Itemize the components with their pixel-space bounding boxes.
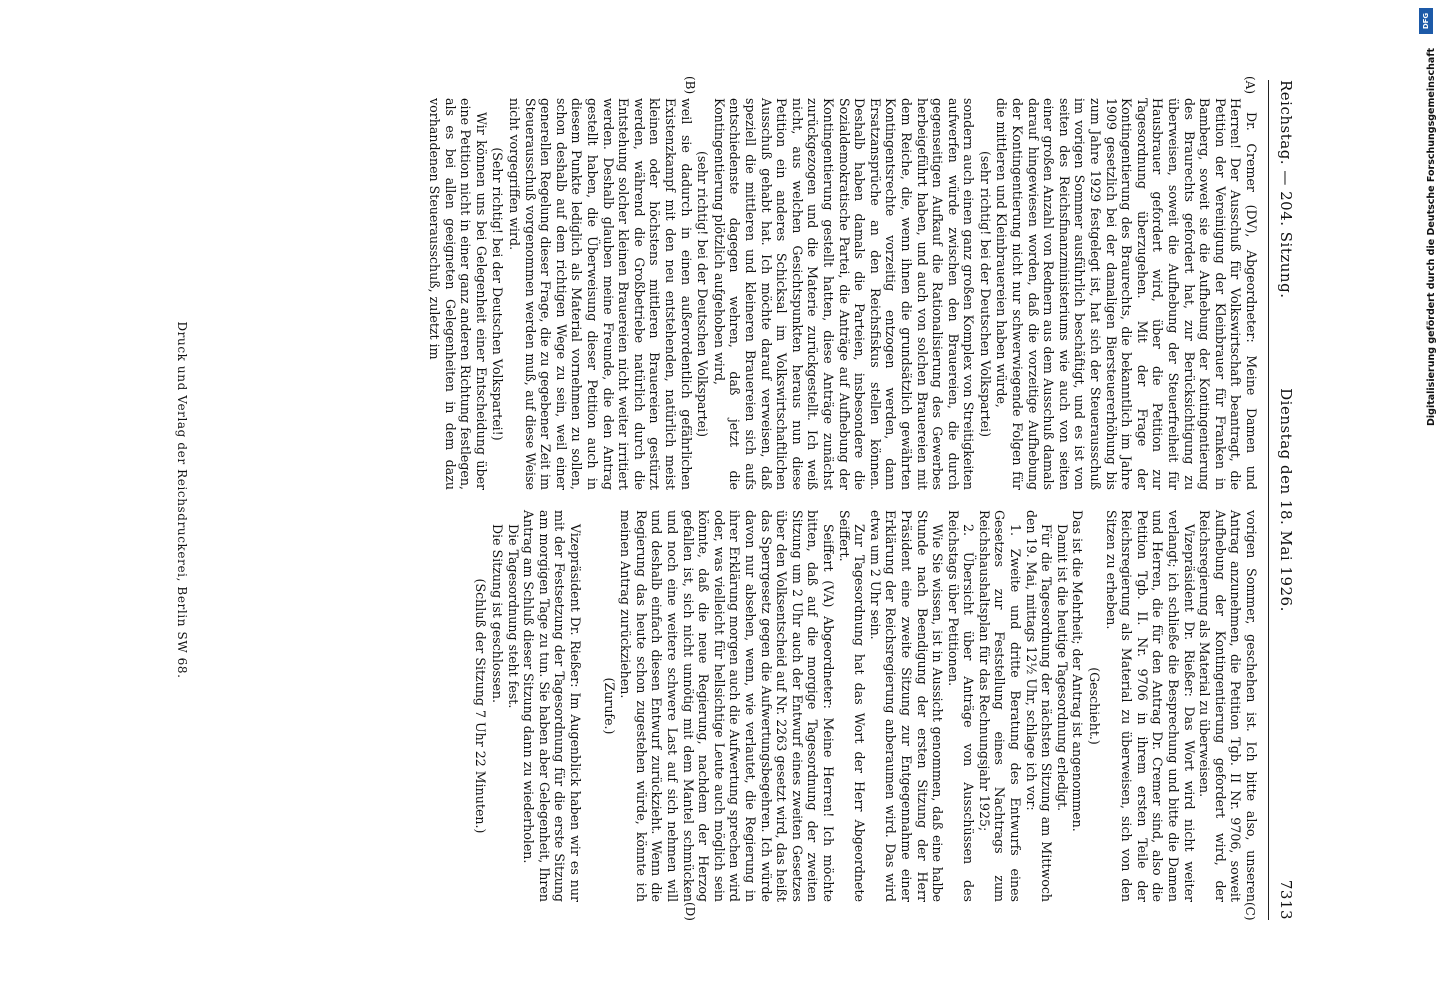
- paragraph: Für die Tagesordnung der nächsten Sitzung am Mittwoch den 19. Mai, mittags 12½ Uhr, schlage ich vor:: [1023, 510, 1055, 902]
- paragraph: Die Tagesordnung steht fest.: [505, 524, 521, 709]
- paragraph: vorigen Sommer, geschehen ist. Ich bitte also, unseren Antrag anzunehmen, die Petition Tgb. II Nr. 9706, soweit Aufhebung der Kontingentierung gefordert wird, der Reichsregierung als Material zu überweisen.: [1197, 510, 1259, 902]
- session-close: (Schluß der Sitzung 7 Uhr 22 Minuten.): [473, 578, 489, 834]
- paragraph: Dr. Cremer (DV), Abgeordneter: Meine Damen und Herren! Der Ausschuß für Volkswirtschaft beantragt, die Petition der Vereinigung der Kleinbrauer für Franken in Bamberg, soweit sie die Aufhebung der Kontingentierung des Braurechts gefordert hat, zur Berücksichtigung zu überweisen, soweit die Aufhebung der Steuerfreiheit für Hausbrauer gefordert wird, über die Petition zur Tagesordnung überzugehen. Mit der Frage der Kontingentierung des Braurechts, die bekanntlich im Jahre 1909 gesetzlich bei der damaligen Biersteuererhöhung bis zum Jahre 1929 festgelegt ist, hat sich der Steuerausschuß im vorigen Sommer ausführlich beschäftigt, und es ist von seiten des Reichsfinanzministeriums wie auch von seiten einer großen Anzahl von Rednern aus dem Ausschuß damals darauf hingewiesen worden, daß die vorzeitige Aufhebung der Kontingentierung nicht nur schwerwiegende Folgen für die mittleren und Kleinbrauereien haben würde,: [994, 98, 1259, 490]
- printer-imprint: Druck und Verlag der Reichsdruckerei, Berlin SW 68.: [175, 321, 189, 679]
- interjection: (sehr richtig! bei der Deutschen Volkspartei): [977, 150, 993, 438]
- paragraph: Damit ist die heutige Tagesordnung erledigt.: [1054, 524, 1070, 812]
- header-left: Reichstag. — 204. Sitzung.: [1277, 80, 1295, 299]
- dfg-logo: DFG: [1419, 8, 1433, 34]
- paragraph: weil sie dadurch in einen außerordentlich gefährlichen Existenzkampf mit den neu entstehenden, natürlich meist kleinen oder höchstens mittleren Brauereien gestürzt werden, während die Großbetriebe natürlich durch die Entstehung solcher kleinen Brauereien nicht weiter irritiert werden. Deshalb glauben meine Freunde, die den Antrag gestellt haben, die Überweisung dieser Petition auch in diesem Punkte lediglich als Material vornehmen zu sollen, schon deshalb auf dem richtigen Wege zu sein, weil einer generellen Regelung dieser Frage, die zu gegebener Zeit im Steuerausschuß vorgenommen werden muß, auf diese Weise nicht vorgegriffen wird.: [507, 98, 694, 490]
- margin-mark-c: (C): [1243, 902, 1257, 921]
- agenda-item: 2. Übersicht über Anträge von Ausschüssen des Reichstags über Petitionen.: [945, 510, 977, 902]
- credit-text: Digitalisierung gefördert durch die Deutsche Forschungsgemeinschaft: [1426, 48, 1437, 426]
- agenda-item: 1. Zweite und dritte Beratung des Entwurfs eines Gesetzes zur Feststellung eines Nachtrags zum Reichshaushaltsplan für das Rechnungsjahr 1925;: [976, 510, 1024, 902]
- interjection: (sehr richtig! bei der Deutschen Volkspartei): [695, 150, 711, 438]
- page-number: 7313: [1277, 879, 1295, 920]
- interjection: (Zurufe.): [601, 677, 617, 735]
- right-column: [472, 510, 1259, 902]
- paragraph: sondern auch einen ganz großen Komplex von Streitigkeiten aufwerfen würde zwischen den Brauereien, die durch gegenseitigen Aufkauf die Rationalisierung des Gewerbes herbeigeführt haben, und auch von solchen Brauereien mit dem Reiche, die, wenn ihnen die grundsätzlich gewährten Kontingentsrechte vorzeitig entzogen werden, dann Ersatzansprüche an den Reichsfiskus stellen können. Deshalb haben damals die Parteien, insbesondere die Sozialdemokratische Partei, die Anträge auf Aufhebung der Kontingentierung gestellt hatten, diese Anträge zunächst zurückgezogen und die Materie zurückgestellt. Ich weiß nicht, aus welchen Gesichtspunkten heraus nun diese Petition ein anderes Schicksal im Volkswirtschaftlichen Ausschuß gehabt hat. Ich möchte darauf verweisen, daß speziell die mittleren und kleineren Brauereien sich aufs entschiedenste dagegen wehren, daß jetzt die Kontingentierung plötzlich aufgehoben wird,: [711, 98, 977, 490]
- paragraph: Zur Tagesordnung hat das Wort der Herr Abgeordnete Seiffert.: [836, 510, 868, 902]
- paragraph: Wie Sie wissen, ist in Aussicht genommen, daß eine halbe Stunde nach Beendigung der ersten Sitzung der Herr Präsident eine zweite Sitzung zur Entgegennahme einer Erklärung der Reichsregierung anberaumen wird. Das wird etwa um 2 Uhr sein.: [867, 510, 946, 902]
- paragraph: Seiffert (VA) Abgeordneter: Meine Herren! Ich möchte bitten, daß auf die morgige Tagesordnung der zweiten Sitzung um 2 Uhr auch der Entwurf eines zweiten Gesetzes über den Volksentscheid auf Nr. 2263 gesetzt wird, das heißt das Sperrgesetz gegen die Aufwertungsbegehren. Ich würde davon nur absehen, wenn, wie verlautet, die Regierung in ihrer Erklärung morgen auch die Aufwertung sprechen wird oder, was vielleicht für hellsichtige Leute auch möglich sein könnte, daß die neue Regierung, nachdem der Herzog gefallen ist, sich nicht unnötig mit dem Mantel schmücken und noch eine weitere schwere Last auf sich nehmen will und deshalb einfach diesen Entwurf zurückzieht. Wenn die Regierung das heute schon zugestehen würde, könnte ich meinen Antrag zurückziehen.: [618, 510, 836, 902]
- digitization-credit: [1418, 8, 1437, 426]
- margin-mark-d: (D): [683, 902, 697, 921]
- paragraph: Wir können uns bei Gelegenheit einer Entscheidung über eine Petition nicht in einer ganz anderen Richtung festlegen, als es bei allen geeigneten Gelegenheiten in dem dazu vorhandenen Steuerausschuß, zuletzt im: [427, 98, 489, 490]
- document-sheet: [137, 76, 1297, 921]
- header-rule: [1268, 80, 1269, 920]
- margin-mark-a: (A): [1243, 76, 1257, 95]
- interjection: (Geschieht.): [1087, 667, 1103, 745]
- paragraph: Die Sitzung ist geschlossen.: [490, 524, 506, 704]
- left-column: [427, 98, 1259, 490]
- paragraph: Das ist die Mehrheit; der Antrag ist angenommen.: [1070, 510, 1086, 832]
- margin-mark-b: (B): [683, 76, 697, 95]
- header-date: Dienstag den 18. Mai 1926.: [1277, 388, 1295, 612]
- paragraph: Vizepräsident Dr. Rießer: Das Wort wird nicht weiter verlangt; ich schließe die Besprechung und bitte die Damen und Herren, die für den Antrag Dr. Cremer sind, also die Petition Tgb. II. Nr. 9706 in ihrem ersten Teile der Reichsregierung als Material zu überweisen, sich von den Sitzen zu erheben.: [1103, 510, 1197, 902]
- running-header: [1271, 80, 1297, 920]
- paragraph: Vizepräsident Dr. Rießer: Im Augenblick haben wir es nur mit der Festsetzung der Tagesordnung für die erste Sitzung am morgigen Tage zu tun. Sie haben aber Gelegenheit, Ihren Antrag am Schluß dieser Sitzung dann zu wiederholen.: [521, 510, 584, 902]
- interjection: (Sehr richtig! bei der Deutschen Volkspartei!): [490, 147, 506, 441]
